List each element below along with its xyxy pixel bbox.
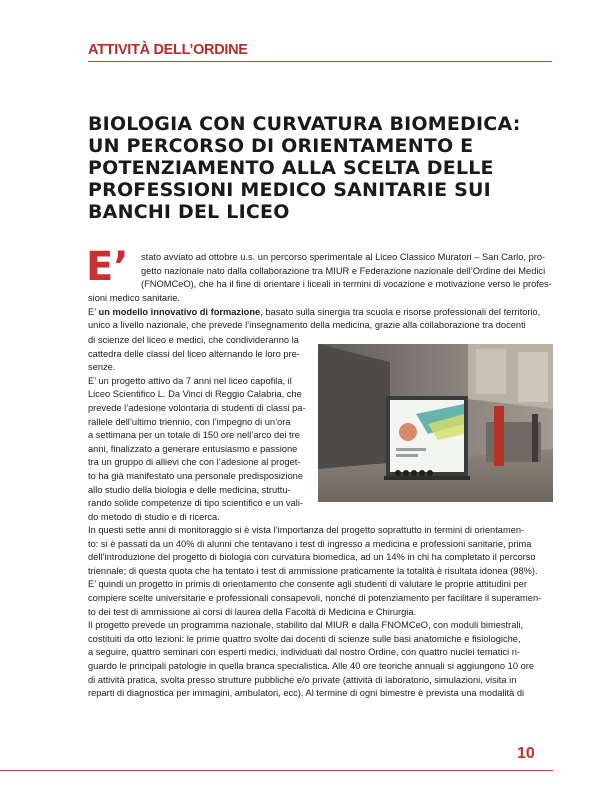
title-line: UN PERCORSO DI ORIENTAMENTO E (88, 135, 474, 157)
text-line: unico a livello nazionale, che prevede l’insegnamento della medicina, grazie alla collaborazione tra docenti (88, 320, 526, 331)
text-line: dell’introduzione del progetto di biologia con curvatura biomedica, ad un 14% in chi ha completato il percorso (88, 552, 536, 563)
title-line: POTENZIAMENTO ALLA SCELTA DELLE (88, 157, 494, 179)
text-line: allo studio della biologia e delle medicina, struttu- (88, 484, 291, 495)
footer-rule (0, 770, 553, 771)
title-line: BANCHI DEL LICEO (88, 201, 290, 223)
text-line: rallele dell’ultimo triennio, con l’impegno di un’ora (88, 416, 291, 427)
text-line: compiere scelte universitarie e professionali consapevoli, nonché di potenziamento per facilitare il superamen- (88, 592, 542, 603)
bottom-text (88, 524, 553, 701)
text-line: tra un gruppo di allievi che con l’adesione al proget- (88, 457, 301, 468)
text-line: E’ un progetto attivo da 7 anni nel liceo capofila, il (88, 375, 292, 386)
drop-cap: E’ (86, 244, 129, 290)
text-line: do metodo di studio e di ricerca. (88, 511, 220, 522)
text-line: Liceo Scientifico L. Da Vinci di Reggio Calabria, che (88, 389, 302, 400)
intro-paragraph (141, 251, 553, 292)
text-line: guardo le principali patologie in quella branca specialistica. Alle 40 ore teoriche annuali si aggiungono 10 ore (88, 660, 535, 671)
text-line: rando solide competenze di tipo scientifico e un vali- (88, 498, 303, 509)
left-column-text (88, 334, 306, 524)
text-line: a settimana per un totale di 150 ore nell’arco dei tre (88, 430, 300, 441)
text-fragment: , basato sulla sinergia tra scuola e risorse professionali del territorio, (260, 306, 541, 317)
text-line: triennale; di questa quota che ha tentato i test di ammissione praticamente la totalità è risultata idonea (98%). (88, 565, 538, 576)
text-line: a seguire, quattro seminari con esperti medici, individuati dal nostro Ordine, con quattro nuclei tematici ri- (88, 647, 520, 658)
classroom-photo (318, 344, 553, 502)
text-line: senze. (88, 362, 116, 373)
text-line: to ha già manifestato una personale predisposizione (88, 470, 304, 481)
text-line: to: si è passati da un 40% di alunni che tentavano i test di ingresso a medicina e professioni sanitarie, prima (88, 538, 532, 549)
text-fragment: E’ (88, 306, 99, 317)
text-line: reparti di diagnostica per immagini, ambulatori, ecc). Al termine di ogni bimestre è prevista una modalità di (88, 688, 525, 699)
text-line: In questi sette anni di monitoraggio si è vista l’importanza del progetto soprattutto in termini di orientamen- (88, 525, 525, 535)
text-line: di attività pratica, svolta presso strutture pubbliche e/o private (attività di laboratorio, simulazioni, visita in (88, 674, 517, 685)
text-line: (FNOMCeO), che ha il fine di orientare i liceali in termini di vocazione e motivazione verso le profes- (141, 279, 552, 290)
classroom-photo-illustration (318, 344, 553, 502)
section-rule (88, 61, 552, 62)
text-line: E’ quindi un progetto in primis di orientamento che consente agli studenti di valutare le proprie attitudini per (88, 579, 527, 590)
text-line: prevede l’adesione volontaria di studenti di classi pa- (88, 402, 306, 413)
section-label: ATTIVITÀ DELL’ORDINE (88, 42, 248, 58)
bold-phrase: un modello innovativo di formazione (98, 306, 261, 317)
paragraph-continuation (88, 292, 553, 333)
title-line: BIOLOGIA CON CURVATURA BIOMEDICA: (88, 113, 521, 135)
text-line: Il progetto prevede un programma nazionale, stabilito dal MIUR e dalla FNOMCeO, con moduli bimestrali, (88, 620, 524, 631)
page-number: 10 (517, 745, 535, 762)
text-line (88, 306, 553, 320)
title-line: PROFESSIONI MEDICO SANITARIE SUI (88, 179, 491, 201)
text-line: getto nazionale nato dalla collaborazione tra MIUR e Federazione nazionale dell’Ordine dei Medici (141, 265, 546, 276)
text-line: stato avviato ad ottobre u.s. un percorso sperimentale al Liceo Classico Muratori – San Carlo, pro- (141, 252, 546, 262)
text-line: anni, finalizzato a generare entusiasmo e passione (88, 443, 298, 454)
article-title (88, 113, 558, 223)
text-line: costituiti da otto lezioni: le prime quattro svolte dai docenti di scienze sulle basi anatomiche e fisiologiche, (88, 633, 521, 644)
text-line: sioni medico sanitarie. (88, 293, 180, 303)
text-line: to dei test di ammissione ai corsi di laurea della Facoltà di Medicina e Chirurgia. (88, 606, 417, 617)
text-line: cattedra delle classi del liceo alternando le loro pre- (88, 348, 300, 359)
text-line: di scienze del liceo e medici, che condivideranno la (88, 335, 299, 345)
